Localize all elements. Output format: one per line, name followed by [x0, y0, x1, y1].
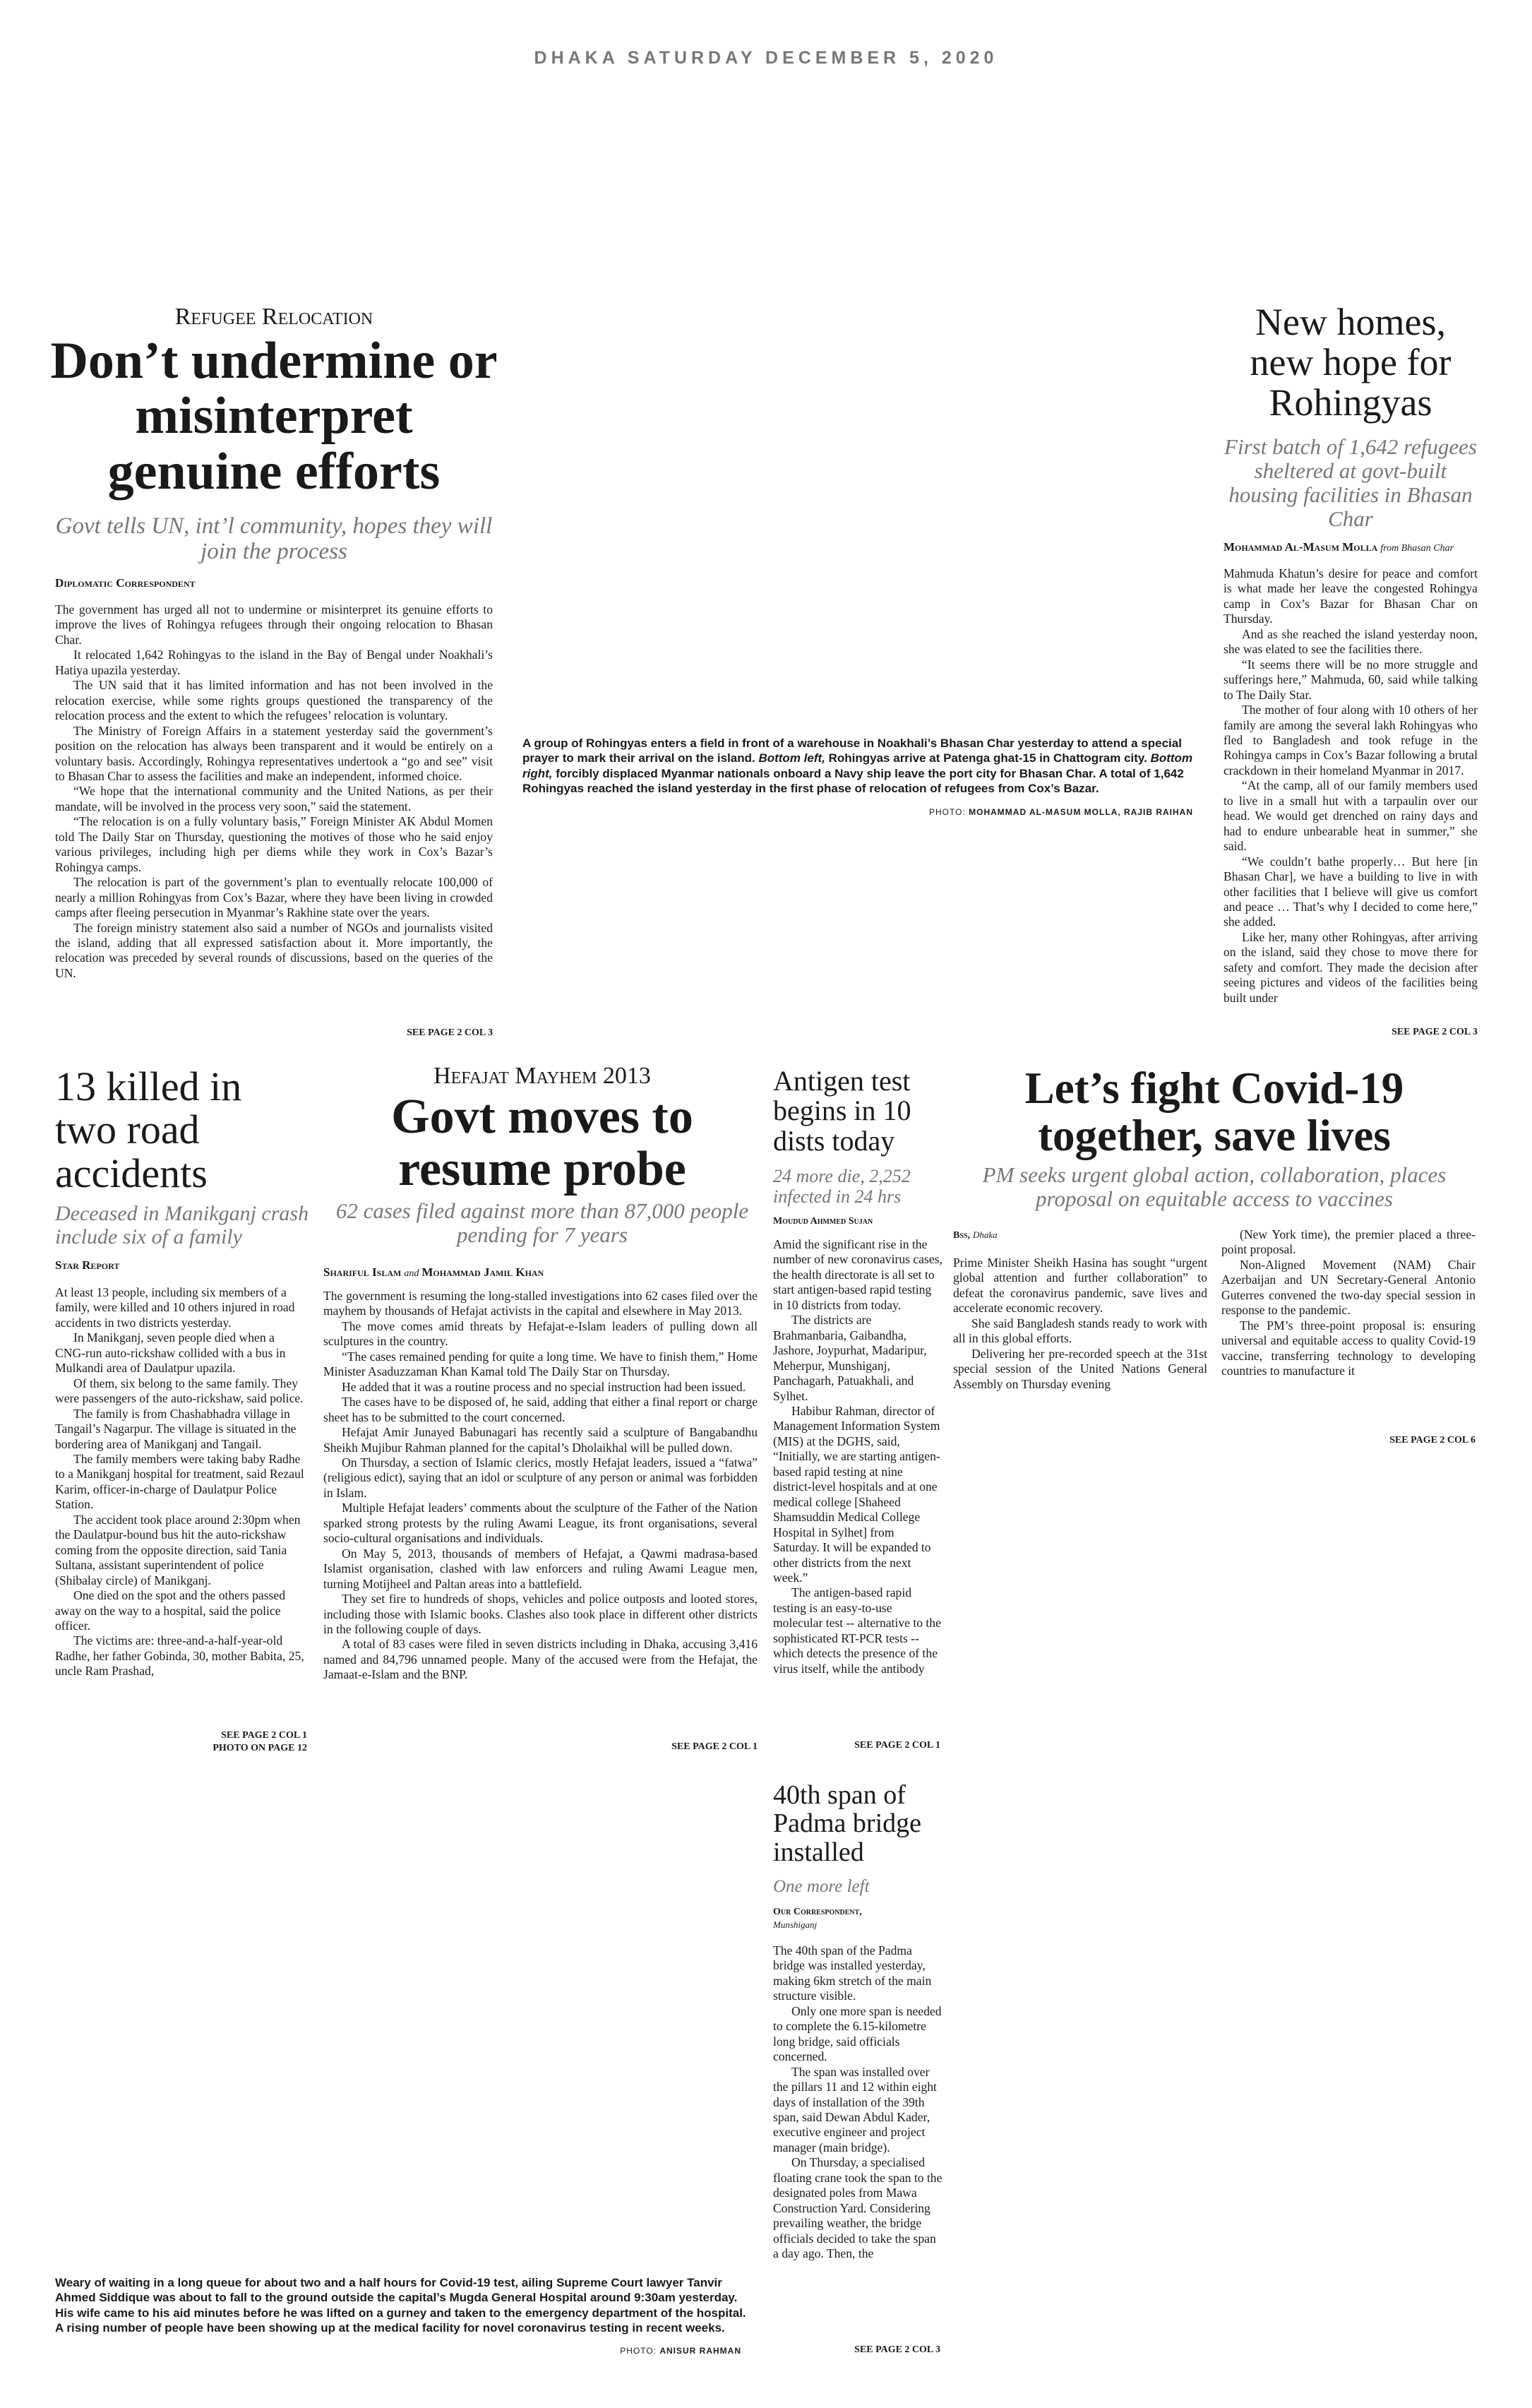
byline-name: Mohammad Jamil Khan: [421, 1265, 544, 1279]
story2-byline: [1223, 540, 1485, 554]
story4-body: [323, 1289, 758, 1683]
credit-label: PHOTO:: [929, 807, 969, 817]
story7-byline: Our Correspondent,: [773, 1907, 862, 1917]
story1-paragraph: The foreign ministry statement also said a number of NGOs and journalists visited the island, adding that all expressed satisfaction about it. More importantly, the relocation was preceded by several rounds of discussions, based on the queries of the UN.: [55, 920, 493, 980]
story6-subheadline: PM seeks urgent global action, collaboration, places proposal on equitable access to vaccines: [982, 1162, 1447, 1212]
story3-paragraph: At least 13 people, including six members of a family, were killed and 10 others injured in road accidents in two districts yesterday.: [55, 1285, 295, 1330]
story2-paragraph: The mother of four along with 10 others of her family are among the several lakh Rohingyas who fled to Bangladesh and took refuge in the Rohingya camps in Cox’s Bazar following a brutal crackdown in their homeland Myanmar in 2017.: [1223, 703, 1478, 777]
story2-paragraph: “It seems there will be no more struggle and sufferings here,” Mahmuda, 60, said while talking to The Daily Star.: [1223, 657, 1478, 702]
story5-subheadline: 24 more die, 2,252 infected in 24 hrs: [773, 1166, 911, 1207]
photo1-caption: [522, 736, 1193, 796]
story4-paragraph: The government is resuming the long-stalled investigations into 62 cases filed over the mayhem by thousands of Hefajat activists in the capital and elsewhere in May 2013.: [323, 1289, 758, 1318]
story3-jump[interactable]: SEE PAGE 2 COL 1: [221, 1730, 307, 1741]
story3-paragraph: The family is from Chashabhadra village in Tangail’s Nagarpur. The village is situated in the bordering area of Manikganj and Tangail.: [55, 1406, 297, 1451]
story4-paragraph: He added that it was a routine process and no special instruction had been issued.: [342, 1379, 746, 1394]
story4-paragraph: Multiple Hefajat leaders’ comments about the sculpture of the Father of the Nation sparked strong protests by the ruling Awami League, its front organisations, several socio-cultural organisations and individuals.: [323, 1501, 758, 1546]
story2-body: [1223, 566, 1478, 1006]
story1-subheadline: Govt tells UN, int’l community, hopes they will join the process: [55, 513, 493, 565]
story3-photo-jump[interactable]: PHOTO ON PAGE 12: [213, 1743, 307, 1753]
byline-place: Dhaka: [972, 1229, 998, 1240]
story6-col2: [1221, 1227, 1476, 1379]
caption-text: forcibly displaced Myanmar nationals onboard a Navy ship leave the port city for Bhasan Char. A total of 1,642 Rohingyas reached the island yesterday in the first phase of relocation of refugees from Cox’s Bazar.: [522, 766, 1184, 795]
story6-col1: [953, 1256, 1207, 1392]
story1-paragraph: The government has urged all not to undermine or misinterpret its genuine efforts to improve the lives of Rohingya refugees through their ongoing relocation to Bhasan Char.: [55, 602, 493, 647]
story6-paragraph: Non-Aligned Movement (NAM) Chair Azerbaijan and UN Secretary-General Antonio Guterres convened the two-day special session in response to the pandemic.: [1221, 1257, 1476, 1318]
story1-jump[interactable]: SEE PAGE 2 COL 3: [407, 1027, 493, 1038]
caption-text: Bottom left,: [758, 751, 825, 765]
credit-label: PHOTO:: [620, 2346, 660, 2356]
story4-headline[interactable]: Govt moves to resume probe: [391, 1090, 693, 1197]
story4-paragraph: On May 5, 2013, thousands of members of Hefajat, a Qawmi madrasa-based Islamist organisation, clashed with law enforcers and ruling Awami League men, turning Motijheel and Paltan areas into a battlefield.: [323, 1546, 758, 1591]
byline-name: Shariful Islam: [323, 1265, 402, 1279]
story3-paragraph: The victims are: three-and-a-half-year-old Radhe, her father Gobinda, 30, mother Babita, 25, uncle Ram Prashad,: [55, 1633, 304, 1679]
byline-name: Mohammad Al-Masum Molla: [1223, 540, 1378, 554]
story5-byline: Moudud Ahmmed Sujan: [773, 1216, 873, 1227]
caption-text: Rohingyas arrive at Patenga ghat-15 in Chattogram city.: [825, 751, 1151, 765]
story7-paragraph: On Thursday, a specialised floating crane took the span to the designated poles from Mawa Construction Yard. Considering prevailing weather, the bridge officials decided to take the span a day ago. Then, the: [773, 2155, 942, 2261]
story4-paragraph: “The cases remained pending for quite a long time. We have to finish them,” Home Minister Asaduzzaman Khan Kamal told The Daily Star on Thursday.: [323, 1349, 758, 1379]
story7-jump[interactable]: SEE PAGE 2 COL 3: [854, 2344, 940, 2355]
story3-paragraph: The accident took place around 2:30pm when the Daulatpur-bound bus hit the auto-rickshaw coming from the opposite direction, said Tania Sultana, assistant superintendent of police (Shibalay circle) of Manikganj.: [55, 1512, 301, 1587]
story3-paragraph: Of them, six belong to the same family. They were passengers of the auto-rickshaw, said police.: [55, 1376, 304, 1406]
story1-headline[interactable]: Don’t undermine or misinterpret genuine efforts: [50, 332, 498, 501]
story1-paragraph: “We hope that the international community and the United Nations, as per their mandate, will be involved in the process very soon,” said the statement.: [55, 784, 493, 813]
story7-headline[interactable]: 40th span of Padma bridge installed: [773, 1780, 922, 1867]
story4-paragraph: The cases have to be disposed of, he said, adding that either a final report or charge sheet has to be submitted to the court concerned.: [323, 1395, 758, 1424]
story4-paragraph: Hefajat Amir Junayed Babunagari has recently said a sculpture of Bangabandhu Sheikh Mujibur Rahman planned for the capital’s Dholaikhal will be pulled down.: [323, 1425, 758, 1455]
story7-subheadline: One more left: [773, 1877, 870, 1896]
story7-body: [773, 1943, 942, 2262]
story5-paragraph: The antigen-based rapid testing is an easy-to-use molecular test -- alternative to the sophisticated RT-PCR tests -- which detects the presence of the virus itself, while the antibody: [773, 1585, 941, 1676]
story1-paragraph: The Ministry of Foreign Affairs in a statement yesterday said the government’s position on the relocation has always been transparent and it would be entirely on a voluntary basis. Accordingly, Rohingya representatives undertook a “go and see” visit to Bhasan Char to assess the facilities and make an independent, informed choice.: [55, 723, 493, 783]
story6-headline[interactable]: Let’s fight Covid-19 together, save lives: [1024, 1063, 1404, 1160]
story4-paragraph: On Thursday, a section of Islamic clerics, mostly Hefajat leaders, issued a “fatwa” (religious edict), saying that an idol or sculpture of any person or animal was forbidden in Islam.: [323, 1455, 758, 1500]
credit-name: MOHAMMAD AL-MASUM MOLLA, RAJIB RAIHAN: [969, 807, 1193, 817]
story4-byline: [323, 1265, 544, 1280]
story2-paragraph: And as she reached the island yesterday noon, she was elated to see the facilities there.: [1223, 626, 1478, 657]
story5-paragraph: Amid the significant rise in the number of new coronavirus cases, the health directorate is all set to start antigen-based rapid testing in 10 districts from today.: [773, 1237, 942, 1312]
story1-paragraph: It relocated 1,642 Rohingyas to the island in the Bay of Bengal under Noakhali’s Hatiya upazila yesterday.: [55, 648, 493, 677]
story4-paragraph: A total of 83 cases were filed in seven districts including in Dhaka, accusing 3,416 named and 84,796 unnamed people. Many of the accused were from the Hefajat, the Jamaat-e-Islam and the BNP.: [323, 1637, 758, 1682]
story1-paragraph: “The relocation is on a fully voluntary basis,” Foreign Minister AK Abdul Momen told The Daily Star on Thursday, questioning the motives of those who he said enjoy various privileges, including high per diems while they work in Cox’s Bazar’s Rohingya camps.: [55, 814, 493, 874]
story3-headline[interactable]: 13 killed in two road accidents: [55, 1063, 242, 1196]
story6-jump[interactable]: SEE PAGE 2 COL 6: [1389, 1435, 1476, 1446]
story6-paragraph: She said Bangladesh stands ready to work with all in this global efforts.: [953, 1316, 1207, 1346]
photo1-credit: [897, 807, 1193, 817]
story2-paragraph: “At the camp, all of our family members used to live in a small hut with a tarpaulin over our head. We would get drenched on rainy days and had to endure unbearable heat in summer,” she said.: [1223, 778, 1478, 854]
story1-paragraph: The relocation is part of the government’s plan to eventually relocate 100,000 of nearly a million Rohingyas from Cox’s Bazar, where they have been living in crowded camps after fleeing persecution in Myanmar’s Rakhine state over the years.: [55, 875, 493, 920]
story7-paragraph: The 40th span of the Padma bridge was installed yesterday, making 6km stretch of the main structure visible.: [773, 1943, 932, 2003]
story2-paragraph: “We couldn’t bathe properly… But here [in Bhasan Char], we have a building to live in with other facilities that I believe will give us comfort and peace … That’s why I decided to come here,” she added.: [1223, 854, 1478, 929]
story1-paragraph: The UN said that it has limited information and has not been involved in the relocation exercise, while some rights groups questioned the transparency of the relocation process and the extent to which the refugees’ relocation is voluntary.: [55, 678, 493, 723]
story7-paragraph: The span was installed over the pillars 11 and 12 within eight days of installation of the 39th span, said Dewan Abdul Kader, executive engineer and project manager (main bridge).: [773, 2064, 937, 2154]
story4-jump[interactable]: SEE PAGE 2 COL 1: [671, 1741, 758, 1752]
story4-kicker: Hefajat Mayhem 2013: [433, 1063, 651, 1089]
story3-body: [55, 1285, 306, 1679]
caption-text: A group of Rohingyas enters a field in front of a warehouse in Noakhali’s Bhasan Char yesterday to attend a special prayer to mark their arrival on the island.: [522, 737, 1182, 765]
story3-paragraph: One died on the spot and the others passed away on the way to a hospital, said the police officer.: [55, 1588, 286, 1633]
story2-paragraph: Like her, many other Rohingyas, after arriving on the island, said they chose to move there for safety and comfort. They made the decision after seeing pictures and videos of the facilities being built under: [1223, 929, 1478, 1005]
story6-paragraph: Delivering her pre-recorded speech at the 31st special session of the United Nations General Assembly on Thursday evening: [953, 1346, 1207, 1391]
story2-subheadline: First batch of 1,642 refugees sheltered at govt-built housing facilities in Bhasan Char: [1224, 434, 1477, 532]
story3-subheadline: Deceased in Manikganj crash include six of a family: [55, 1202, 309, 1248]
photo2-caption: Weary of waiting in a long queue for about two and a half hours for Covid-19 test, ailing Supreme Court lawyer Tanvir Ahmed Siddique was about to fall to the ground outside the capital’s Mugda General Hospital around 9:30am yesterday. His wife came to his aid minutes before he was lifted on a gurney and taken to the emergency department of the hospital. A rising number of people have been showing up at the medical facility for novel coronavirus testing in recent weeks.: [55, 2276, 746, 2335]
story2-jump[interactable]: SEE PAGE 2 COL 3: [1392, 1027, 1478, 1037]
story4-paragraph: They set fire to hundreds of shops, vehicles and police outposts and looted stores, including those with Islamic books. Clashes also took place in different other districts in the following couple of days.: [323, 1592, 758, 1636]
story1-body: [55, 602, 493, 981]
photo2-credit: [494, 2346, 741, 2356]
dateline: DHAKA SATURDAY DECEMBER 5, 2020: [534, 48, 998, 68]
story1-byline: Diplomatic Correspondent: [55, 576, 196, 590]
story6-paragraph: The PM’s three-point proposal is: ensuring universal and equitable access to quality Covid-19 vaccine, transferring technology to developing countries to manufacture it: [1221, 1318, 1476, 1378]
story6-paragraph: (New York time), the premier placed a three-point proposal.: [1221, 1227, 1476, 1257]
story2-paragraph: Mahmuda Khatun’s desire for peace and comfort is what made her leave the congested Rohingya camp in Cox’s Bazar for Bhasan Char on Thursday.: [1223, 566, 1478, 626]
story1-kicker: Refugee Relocation: [174, 304, 373, 330]
story7-byline-place: Munshiganj: [773, 1919, 818, 1930]
story6-byline: [953, 1229, 998, 1241]
story7-paragraph: Only one more span is needed to complete the 6.15-kilometre long bridge, said officials concerned.: [773, 2003, 942, 2064]
caption-text: Bottom right,: [522, 751, 1193, 780]
story5-body: [773, 1237, 942, 1676]
story5-paragraph: Habibur Rahman, director of Management Information System (MIS) at the DGHS, said, “Initially, we are starting antigen-based rapid testing at nine district-level hospitals and at one medical college [Shaheed Shamsuddin Medical College Hospital in Sylhet] from Saturday. It will be expanded to other districts from the next week.”: [773, 1403, 940, 1585]
story3-byline: Star Report: [55, 1258, 120, 1272]
credit-name: ANISUR RAHMAN: [659, 2346, 741, 2356]
story2-headline[interactable]: New homes, new hope for Rohingyas: [1250, 301, 1452, 424]
story3-paragraph: In Manikganj, seven people died when a CNG-run auto-rickshaw collided with a bus in Mulkandi area of Daulatpur upazila.: [55, 1330, 286, 1376]
story6-paragraph: Prime Minister Sheikh Hasina has sought “urgent global attention and further collaboration” to defeat the coronavirus pandemic, save lives and accelerate economic recovery.: [953, 1256, 1207, 1316]
byline-conjunction: and: [404, 1268, 419, 1279]
story5-headline[interactable]: Antigen test begins in 10 dists today: [773, 1065, 911, 1157]
story5-jump[interactable]: SEE PAGE 2 COL 1: [854, 1740, 940, 1751]
byline-name: Bss,: [953, 1230, 970, 1241]
story5-paragraph: The districts are Brahmanbaria, Gaibandha, Jashore, Joypurhat, Madaripur, Meherpur, Munshiganj, Panchagarh, Patuakhali, and Sylhet.: [773, 1313, 927, 1403]
story4-subheadline: 62 cases filed against more than 87,000 people pending for 7 years: [335, 1198, 749, 1248]
story4-paragraph: The move comes amid threats by Hefajat-e-Islam leaders of pulling down all sculptures in the country.: [323, 1318, 758, 1349]
story3-paragraph: The family members were taking baby Radhe to a Manikganj hospital for treatment, said Rezaul Karim, officer-in-charge of Daulatpur Police Station.: [55, 1451, 304, 1512]
byline-place: from Bhasan Char: [1380, 543, 1454, 554]
